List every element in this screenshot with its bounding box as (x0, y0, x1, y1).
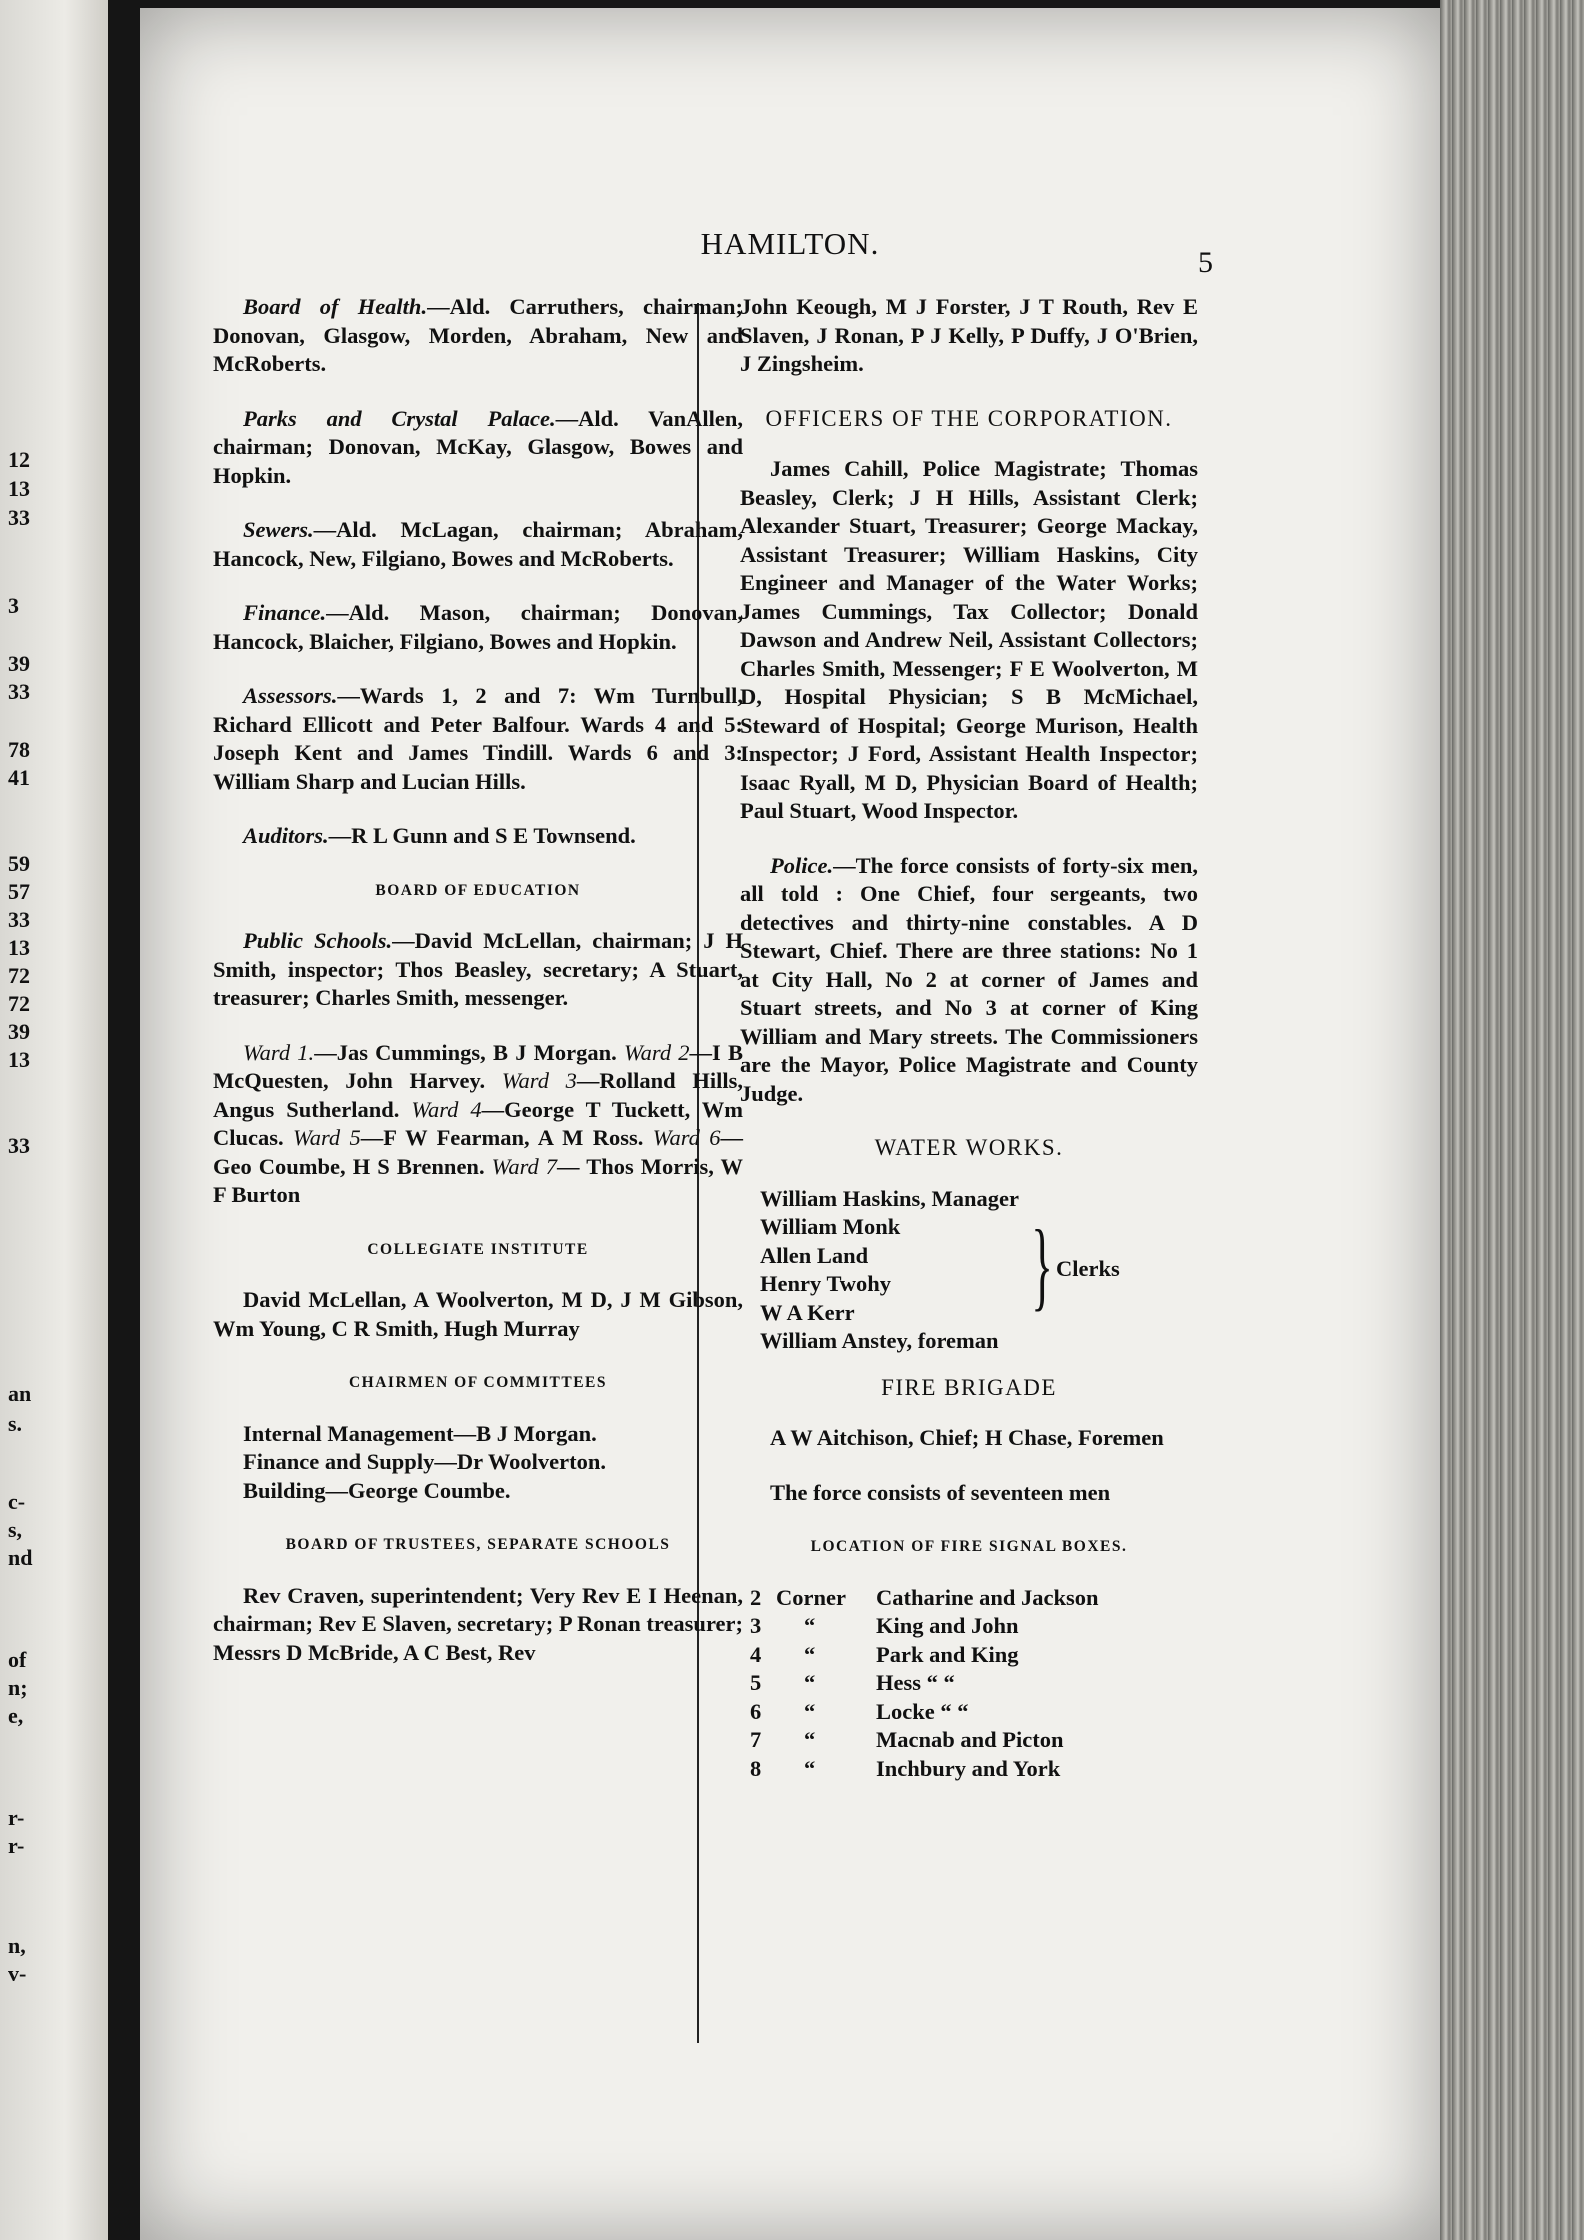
box-location: Inchbury and York (876, 1755, 1061, 1781)
box-prefix: “ (804, 1641, 816, 1667)
box-number: 7 (750, 1727, 762, 1752)
fire-brigade-entry: A W Aitchison, Chief; H Chase, Foremen (770, 1425, 1164, 1450)
list-item: William Haskins, Manager (760, 1185, 1019, 1211)
separate-schools-entry: Rev Craven, superintendent; Very Rev E I Heenan, chairman; Rev E Slaven, secretary; P Ronan treasurer; Messrs D McBride, A C Best, Rev (213, 1582, 743, 1665)
strip-text: of (8, 1647, 27, 1672)
ward-names: —F W Fearman, A M Ross. (360, 1125, 644, 1150)
strip-text: 13 (8, 935, 30, 960)
auditors-entry (213, 822, 743, 851)
strip-text: r- (8, 1805, 25, 1830)
list-item: W A Kerr (760, 1299, 855, 1325)
ward-label: Ward 1. (243, 1039, 315, 1065)
entry-text: —The force consists of forty-six men, all told : One Chief, four sergeants, two detectives and thirty-nine constables. A D Stewart, Chief. There are three stations: No 1 at City Hall, No 2 at corner of James and Stuart streets, and No 3 at corner of King William and Mary streets. The Commissioners are the Mayor, Police Magistrate and County Judge. (740, 852, 1198, 1106)
collegiate-entry: David McLellan, A Woolverton, M D, J M Gibson, Wm Young, C R Smith, Hugh Murray (213, 1287, 743, 1341)
strip-text: r- (8, 1833, 25, 1858)
strip-text: nd (8, 1545, 33, 1570)
box-number: 4 (750, 1641, 762, 1667)
entry-lead: Police. (770, 852, 834, 878)
ward-label: Ward 7 (491, 1153, 558, 1179)
officers-entry: James Cahill, Police Magistrate; Thomas Beasley, Clerk; J H Hills, Assistant Clerk; Alexander Stuart, Treasurer; George Mackay, Assistant Treasurer; William Haskins, City Engineer and Manager of the Water Works; James Cummings, Tax Collector; Donald Dawson and Andrew Neil, Assistant Collectors; Charles Smith, Messenger; F E Woolverton, M D, Hospital Physician; S B McMichael, Steward of Hospital; George Murison, Health Inspector; J Ford, Assistant Health Inspector; Isaac Ryall, M D, Physician Board of Health; Paul Stuart, Wood Inspector. (740, 456, 1198, 823)
signal-boxes-heading: LOCATION OF FIRE SIGNAL BOXES. (810, 1538, 1128, 1555)
box-number: 2 (750, 1584, 762, 1610)
chairmen-list (213, 1420, 743, 1506)
chairmen-heading: CHAIRMEN OF COMMITTEES (348, 1374, 608, 1391)
entry-lead: Sewers. (243, 517, 314, 542)
left-column (213, 293, 743, 1693)
strip-text: 13 (8, 1047, 30, 1072)
strip-text: 72 (8, 991, 30, 1016)
entry-text: —Ald. Mason, chairman; Donovan, Hancock, Blaicher, Filgiano, Bowes and Hopkin. (213, 600, 743, 654)
ward-names: —Jas Cummings, B J Morgan. (314, 1039, 617, 1065)
fire-force-entry: The force consists of seventeen men (770, 1479, 1111, 1505)
list-item: William Anstey, foreman (760, 1328, 999, 1353)
entry-text: —Ald. Carruthers, chairman; Donovan, Glasgow, Morden, Abraham, New and McRoberts. (213, 294, 743, 376)
water-works-staff (760, 1185, 1198, 1356)
strip-text: c- (8, 1489, 26, 1514)
list-item: William Monk (760, 1214, 901, 1239)
strip-text: v- (8, 1961, 27, 1986)
ward-names: —Rolland Hills, Angus Sutherland. (213, 1068, 744, 1122)
strip-text: s. (8, 1411, 23, 1436)
police-entry (740, 852, 1198, 1109)
strip-text: 33 (8, 1133, 30, 1158)
strip-text: 12 (8, 447, 30, 472)
water-works-heading: WATER WORKS. (874, 1135, 1064, 1160)
box-location: Catharine and Jackson (876, 1584, 1099, 1610)
box-prefix: “ (804, 1755, 816, 1781)
strip-text: 72 (8, 963, 30, 988)
ward-label: Ward 2 (623, 1039, 690, 1065)
box-prefix: “ (804, 1727, 816, 1752)
book-page-edges (1440, 0, 1584, 2240)
entry-lead: Assessors. (243, 683, 338, 708)
strip-text: 39 (8, 1019, 30, 1044)
box-location: Macnab and Picton (876, 1727, 1064, 1752)
box-prefix: “ (804, 1698, 816, 1724)
strip-text: 33 (8, 679, 30, 704)
page-gutter (108, 0, 140, 2240)
entry-text: —Ald. VanAllen, chairman; Donovan, McKay, Glasgow, Bowes and Hopkin. (213, 405, 743, 488)
collegiate-heading: COLLEGIATE INSTITUTE (367, 1240, 589, 1258)
strip-text: 3 (8, 593, 19, 618)
strip-text: 57 (8, 879, 30, 904)
box-number: 5 (750, 1670, 762, 1695)
strip-text: 13 (8, 476, 30, 501)
entry-lead: Public Schools. (243, 928, 393, 953)
ward-label: Ward 3 (501, 1068, 577, 1093)
ward-names: — Thos Morris, W F Burton (213, 1153, 744, 1207)
list-item: Henry Twohy (760, 1271, 892, 1296)
wards-entry (213, 1039, 743, 1210)
entry-lead: Auditors. (243, 823, 329, 848)
signal-boxes-list (750, 1584, 1198, 1784)
strip-text: 59 (8, 851, 30, 876)
box-location: Park and King (876, 1641, 1019, 1667)
list-item (750, 1698, 1198, 1727)
list-item (750, 1641, 1198, 1670)
document-page (140, 8, 1440, 2240)
ward-label: Ward 4 (411, 1096, 482, 1122)
strip-text: 33 (8, 907, 30, 932)
adjacent-page-strip (0, 0, 108, 2240)
box-prefix: Corner (776, 1584, 846, 1610)
box-number: 6 (750, 1698, 762, 1724)
list-item: Allen Land (760, 1242, 869, 1268)
ward-names: —I B McQuesten, John Harvey. (213, 1039, 743, 1093)
strip-text: an (8, 1381, 32, 1406)
parks-entry (213, 405, 743, 491)
ward-label: Ward 5 (293, 1125, 361, 1150)
entry-text: —David McLellan, chairman; J H Smith, inspector; Thos Beasley, secretary; A Stuart, treasurer; Charles Smith, messenger. (213, 928, 743, 1010)
ward-names: —Geo Coumbe, H S Brennen. (213, 1125, 743, 1179)
ward-label: Ward 6 (652, 1125, 721, 1150)
page-title: HAMILTON. (700, 226, 880, 261)
page-number: 5 (1198, 246, 1213, 279)
entry-text: —R L Gunn and S E Townsend. (328, 823, 636, 848)
list-item (750, 1755, 1198, 1784)
entry-lead: Finance. (243, 600, 327, 625)
list-item: Finance and Supply—Dr Woolverton. (243, 1449, 606, 1474)
entry-lead: Parks and Crystal Palace. (243, 405, 556, 431)
clerks-label: Clerks (1056, 1255, 1120, 1281)
strip-text: n; (8, 1675, 28, 1700)
fire-brigade-heading: FIRE BRIGADE (881, 1374, 1057, 1400)
entry-text: —Wards 1, 2 and 7: Wm Turnbull, Richard Ellicott and Peter Balfour. Wards 4 and 5: Joseph Kent and James Tindill. Wards 6 and 3: William Sharp and Lucian Hills. (213, 683, 743, 794)
box-location: Hess “ “ (876, 1670, 955, 1695)
box-number: 8 (750, 1755, 762, 1781)
finance-entry (213, 599, 743, 656)
box-prefix: “ (804, 1613, 816, 1638)
ward-names: —George T Tuckett, Wm Clucas. (213, 1096, 744, 1150)
strip-text: 39 (8, 651, 30, 676)
public-schools-entry (213, 927, 743, 1013)
brace-glyph: } (1031, 1208, 1053, 1320)
box-location: King and John (876, 1613, 1019, 1638)
strip-text: 78 (8, 737, 30, 762)
entry-lead: Board of Health. (243, 294, 428, 319)
strip-text: n, (8, 1933, 26, 1958)
list-item: Building—George Coumbe. (243, 1477, 511, 1503)
list-item (750, 1584, 1198, 1613)
box-prefix: “ (804, 1670, 816, 1695)
sewers-entry (213, 516, 743, 573)
strip-text: s, (8, 1517, 23, 1542)
trustees-continuation: John Keough, M J Forster, J T Routh, Rev E Slaven, J Ronan, P J Kelly, P Duffy, J O'Brien, J Zingsheim. (740, 294, 1198, 376)
officers-heading: OFFICERS OF THE CORPORATION. (765, 405, 1173, 431)
list-item: Internal Management—B J Morgan. (243, 1420, 597, 1446)
strip-text: 41 (8, 765, 30, 790)
strip-text: 33 (8, 505, 30, 530)
board-of-health-entry (213, 293, 743, 379)
list-item (750, 1669, 1198, 1698)
box-number: 3 (750, 1613, 762, 1638)
box-location: Locke “ “ (876, 1698, 969, 1724)
separate-schools-heading: BOARD OF TRUSTEES, SEPARATE SCHOOLS (285, 1536, 671, 1553)
list-item (750, 1612, 1198, 1641)
entry-text: —Ald. McLagan, chairman; Abraham, Hancock, New, Filgiano, Bowes and McRoberts. (213, 517, 743, 571)
assessors-entry (213, 682, 743, 796)
list-item (750, 1726, 1198, 1755)
strip-text: e, (8, 1703, 24, 1728)
right-column (740, 293, 1198, 1783)
board-of-education-heading: BOARD OF EDUCATION (375, 881, 581, 899)
